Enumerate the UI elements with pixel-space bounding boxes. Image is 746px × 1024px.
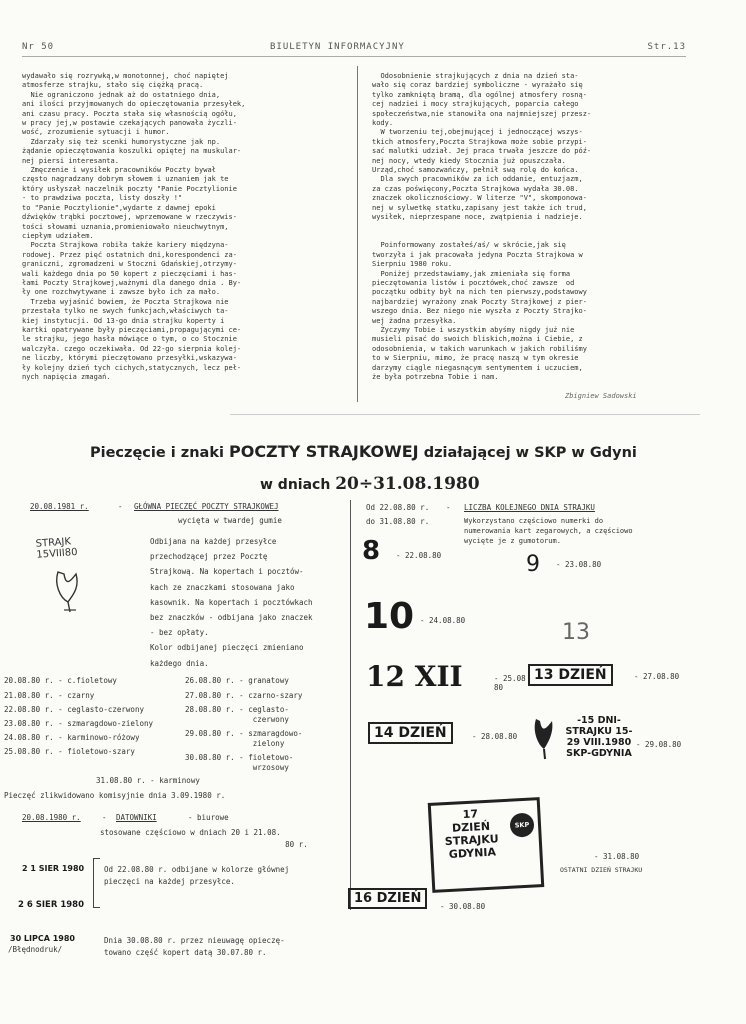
- date-stamp-description: stosowane częściowo w dniach 20 i 21.08. 80 r.: [100, 828, 308, 849]
- misprint-note: /Błędnodruk/: [8, 945, 63, 954]
- main-stamp-subheading: wycięta w twardej gumie: [178, 516, 282, 525]
- day-stamp-9-date: - 23.08.80: [556, 560, 602, 569]
- date-stamp-description-2: Od 22.08.80 r. odbijane w kolorze głównej pieczęci na każdej przesyłce.: [104, 865, 290, 886]
- day-stamp-13-light: 13: [562, 620, 590, 645]
- day-stamp-14: 14 DZIEŃ: [368, 722, 453, 744]
- final-day-stamp-date: - 31.08.80: [594, 852, 640, 861]
- date-stamp-sample-2: 2 6 SIER 1980: [18, 900, 84, 910]
- color-item-last: 31.08.80 r. - karminowy: [96, 776, 200, 785]
- color-item: 21.08.80 r. - czarny: [4, 691, 95, 700]
- day-stamp-9: 9: [526, 552, 540, 577]
- color-item: 30.08.80 r. - fioletowo- wrzosowy: [185, 753, 294, 772]
- anchor-logo-icon: [50, 566, 90, 616]
- bulletin-title: BIULETYN INFORMACYJNY: [270, 42, 405, 52]
- main-stamp-description: Odbijana na każdej przesyłce przechodzącej przez Pocztę Strajkową. Na kopertach i pocztów- kach ze znaczkami stosowana jako kasownik. Na kopertach i pocztówkach bez znaczków - odbijana jako znaczek - bez opłaty. Kolor odbijanej pieczęci zmieniano każdego dnia.: [150, 537, 313, 668]
- page-number: Str.13: [647, 42, 686, 52]
- day-stamp-12-date: - 25.08 80: [494, 674, 526, 692]
- day-stamp-16-date: - 30.08.80: [440, 902, 486, 911]
- day-stamp-13: 13 DZIEŃ: [528, 664, 613, 686]
- day-stamp-8: 8: [362, 536, 381, 566]
- date-stamp-sub: - biurowe: [188, 813, 229, 822]
- stamp-text: STRAJK 15VIII80: [35, 536, 78, 561]
- main-stamp-heading: GŁÓWNA PIECZĘĆ POCZTY STRAJKOWEJ: [134, 502, 279, 511]
- stamp-liquidation-note: Pieczęć zlikwidowano komisyjnie dnia 3.09.1980 r.: [4, 791, 226, 800]
- bracket: [93, 858, 100, 908]
- color-item: 29.08.80 r. - szmaragdowo- zielony: [185, 729, 303, 748]
- color-item: 27.08.80 r. - czarno-szary: [185, 691, 303, 700]
- final-day-stamp-text: 17 DZIEŃ STRAJKU GDYNIA: [444, 807, 499, 861]
- column-divider: [357, 66, 358, 402]
- date-stamp-dash: -: [102, 813, 107, 822]
- day-number-to: do 31.08.80 r.: [366, 517, 430, 526]
- header-rule: [22, 56, 686, 57]
- day-stamp-10-date: - 24.08.80: [420, 616, 466, 625]
- date-stamp-date: 20.08.1980 r.: [22, 813, 81, 822]
- main-stamp-date: 20.08.1981 r.: [30, 502, 89, 511]
- day-number-description: Wykorzystano częściowo numerki do numerowania kart zegarowych, a częściowo wycięte je z gumotorum.: [464, 517, 633, 545]
- section-dates: w dniach 20÷31.08.1980: [260, 474, 480, 494]
- color-item: 24.08.80 r. - karminowo-różowy: [4, 733, 140, 742]
- section-title: Pieczęcie i znaki POCZTY STRAJKOWEJ działającej w SKP w Gdyni: [90, 442, 637, 461]
- date-stamp-heading: DATOWNIKI: [116, 813, 157, 822]
- anchor-logo-icon: [530, 715, 558, 761]
- article-left-column: wydawało się rozrywką,w monotonnej, choć napiętej atmosferze strajku, stało się ciężką pracą. Nie ograniczono jednak aż do ostatniego dnia, ani ilości przyjmowanych do opieczętowania przesyłek, ani czasu pracy. Poczta stała się własnością ogółu, w pracy jej,w postawie czekających panowała życzli- wość, zrozumienie sytuacji i humor. Zdarzały się też scenki humorystyczne jak np. żądanie opieczętowania koszulki opiętej na muskular- nej piersi interesanta. Zmęczenie i wysiłek pracowników Poczty bywał często nagradzany dobrym słowem i uznaniem jak te który usłyszał naczelnik poczty "Panie Pocztylionie - to prawdziwa poczta, listy doszły !" to "Panie Pocztylionie",wydarte z dawnej epoki dźwięków trąbki pocztowej, wprzemowane w rzeczywis- tości słowami uznania,promieniowało nieuchwytnym, ciepłym udziałem. Poczta Strajkowa robiła także kariery międzyna- rodowej. Przez pięć ostatnich dni,korespondenci za- graniczni, zgromadzeni w Stoczni Gdańskiej,otrzymy- wali każdego dnia po 50 kopert z pieczęciami i has- łami Poczty Strajkowej,ważnymi dla danego dnia . By- ły one rozchwytywane i zawsze było ich za mało. Trzeba wyjaśnić bowiem, że Poczta Strajkowa nie przestała tylko ne swych funkcjach,właściwych ta- kiej instytucji. Od 13-go dnia strajku koperty i kartki opatrywane były pieczęciami,propagującymi ce- le strajku, jego hasła mówiące o tym, o co Stocznie walczyła. czego oczekiwała. Od 22-go sierpnia kolej- ne liczby, którymi pieczętowano przesyłki,wskazywa- ły kolejny dzień tych cichych,statycznych, lecz peł- nych napięcia zmagań.: [22, 72, 246, 381]
- day-number-heading: LICZBA KOLEJNEGO DNIA STRAJKU: [464, 503, 595, 512]
- color-item: 28.08.80 r. - ceglasto- czerwony: [185, 705, 289, 724]
- date-stamp-sample-1: 2 1 SIER 1980: [22, 864, 85, 873]
- article-right-column: Odosobnienie strajkujących z dnia na dzień sta- wało się coraz bardziej symboliczne - wyrażało się tylko zamkniętą bramą, dla ogólnej atmosfery rosną- cej nadziei i mocy strajkujących, poparcia całego społeczeństwa,nie stanowiła ona najmniejszej przesz- kody. W tworzeniu tej,obejmującej i jednoczącej wszys- tkich atmosfery,Poczta Strajkowa może sobie przypi- sać malutki udział. Jej praca trwała jeszcze do póź- nej nocy, wtedy kiedy Stocznia już opuszczała. Urząd,choć samozwańczy, pełnił swą rolę do końca. Dla swych pracowników za ich oddanie, entuzjazm, za czas poświęcony,Poczta Strajkowa wydała 30.08. znaczek okolicznościowy. W literze "V", skomponowa- nej w sylwetkę statku,zapisany jest także ich trud, wysiłek, nieprzespane noce, zwątpienia i nadzieje. Poinformowany zostałeś/aś/ w skrócie,jak się tworzyła i jak pracowała jedyna Poczta Strajkowa w Sierpniu 1980 roku. Poniżej przedstawiamy,jak zmieniała się forma pieczętowania listów i pocztówek,choć zawsze od początku odbity był na nich ten pierwszy,podstawowy najbardziej wyrażony znak Poczty Strajkowej z pier- wszego dnia. Bez niego nie wyszła z Poczty Strajko- wej żadna przesyłka. Życzymy Tobie i wszystkim abyśmy nigdy już nie musieli pisać do swoich bliskich,można i Ciebie, z odosobnienia, w takich warunkach w jakich robiliśmy to w Sierpniu, mimo, że pracę naszą w tym okresie darzymy ciągle niegasnącym sentymentem i uczuciem, że była potrzebna Tobie i nam.: [372, 72, 592, 381]
- section-rule: [230, 414, 700, 415]
- date-stamp-description-3: Dnia 30.08.80 r. przez nieuwagę opieczę- towano część kopert datą 30.07.80 r.: [104, 936, 285, 957]
- day-stamp-13-date: - 27.08.80: [634, 672, 680, 681]
- day-stamp-8-date: - 22.08.80: [396, 551, 442, 560]
- color-item: 23.08.80 r. - szmaragdowo-zielony: [4, 719, 154, 728]
- day-stamp-15-date: - 29.08.80: [636, 740, 682, 749]
- final-day-stamp-note: OSTATNI DZIEŃ STRAJKU: [560, 866, 643, 874]
- article-signature: Zbigniew Sadowski: [565, 392, 637, 400]
- color-item: 20.08.80 r. - c.fioletowy: [4, 676, 117, 685]
- day-stamp-12: 12 XII: [366, 660, 463, 693]
- day-stamp-15: [530, 715, 633, 779]
- issue-number: Nr 50: [22, 42, 55, 52]
- color-item: 26.08.80 r. - granatowy: [185, 676, 289, 685]
- day-number-dash: -: [446, 503, 451, 512]
- color-item: 22.08.80 r. - ceglasto-czerwony: [4, 705, 144, 714]
- final-day-stamp: [428, 797, 545, 893]
- main-strike-stamp: [36, 536, 116, 616]
- day-stamp-14-date: - 28.08.80: [472, 732, 518, 741]
- day-stamp-15-text: -15 DNI- STRAJKU 15-29 VIII.1980 SKP-GDYNIA: [565, 715, 633, 759]
- day-stamp-16: 16 DZIEŃ: [348, 888, 427, 909]
- main-stamp-dash: -: [118, 502, 123, 511]
- lower-column-divider: [350, 500, 351, 910]
- color-item: 25.08.80 r. - fioletowo-szary: [4, 747, 135, 756]
- skp-badge: SKP: [509, 812, 534, 837]
- date-stamp-sample-3: 30 LIPCA 1980: [10, 934, 75, 943]
- day-stamp-10: 10: [364, 596, 415, 637]
- day-number-from: Od 22.08.80 r.: [366, 503, 430, 512]
